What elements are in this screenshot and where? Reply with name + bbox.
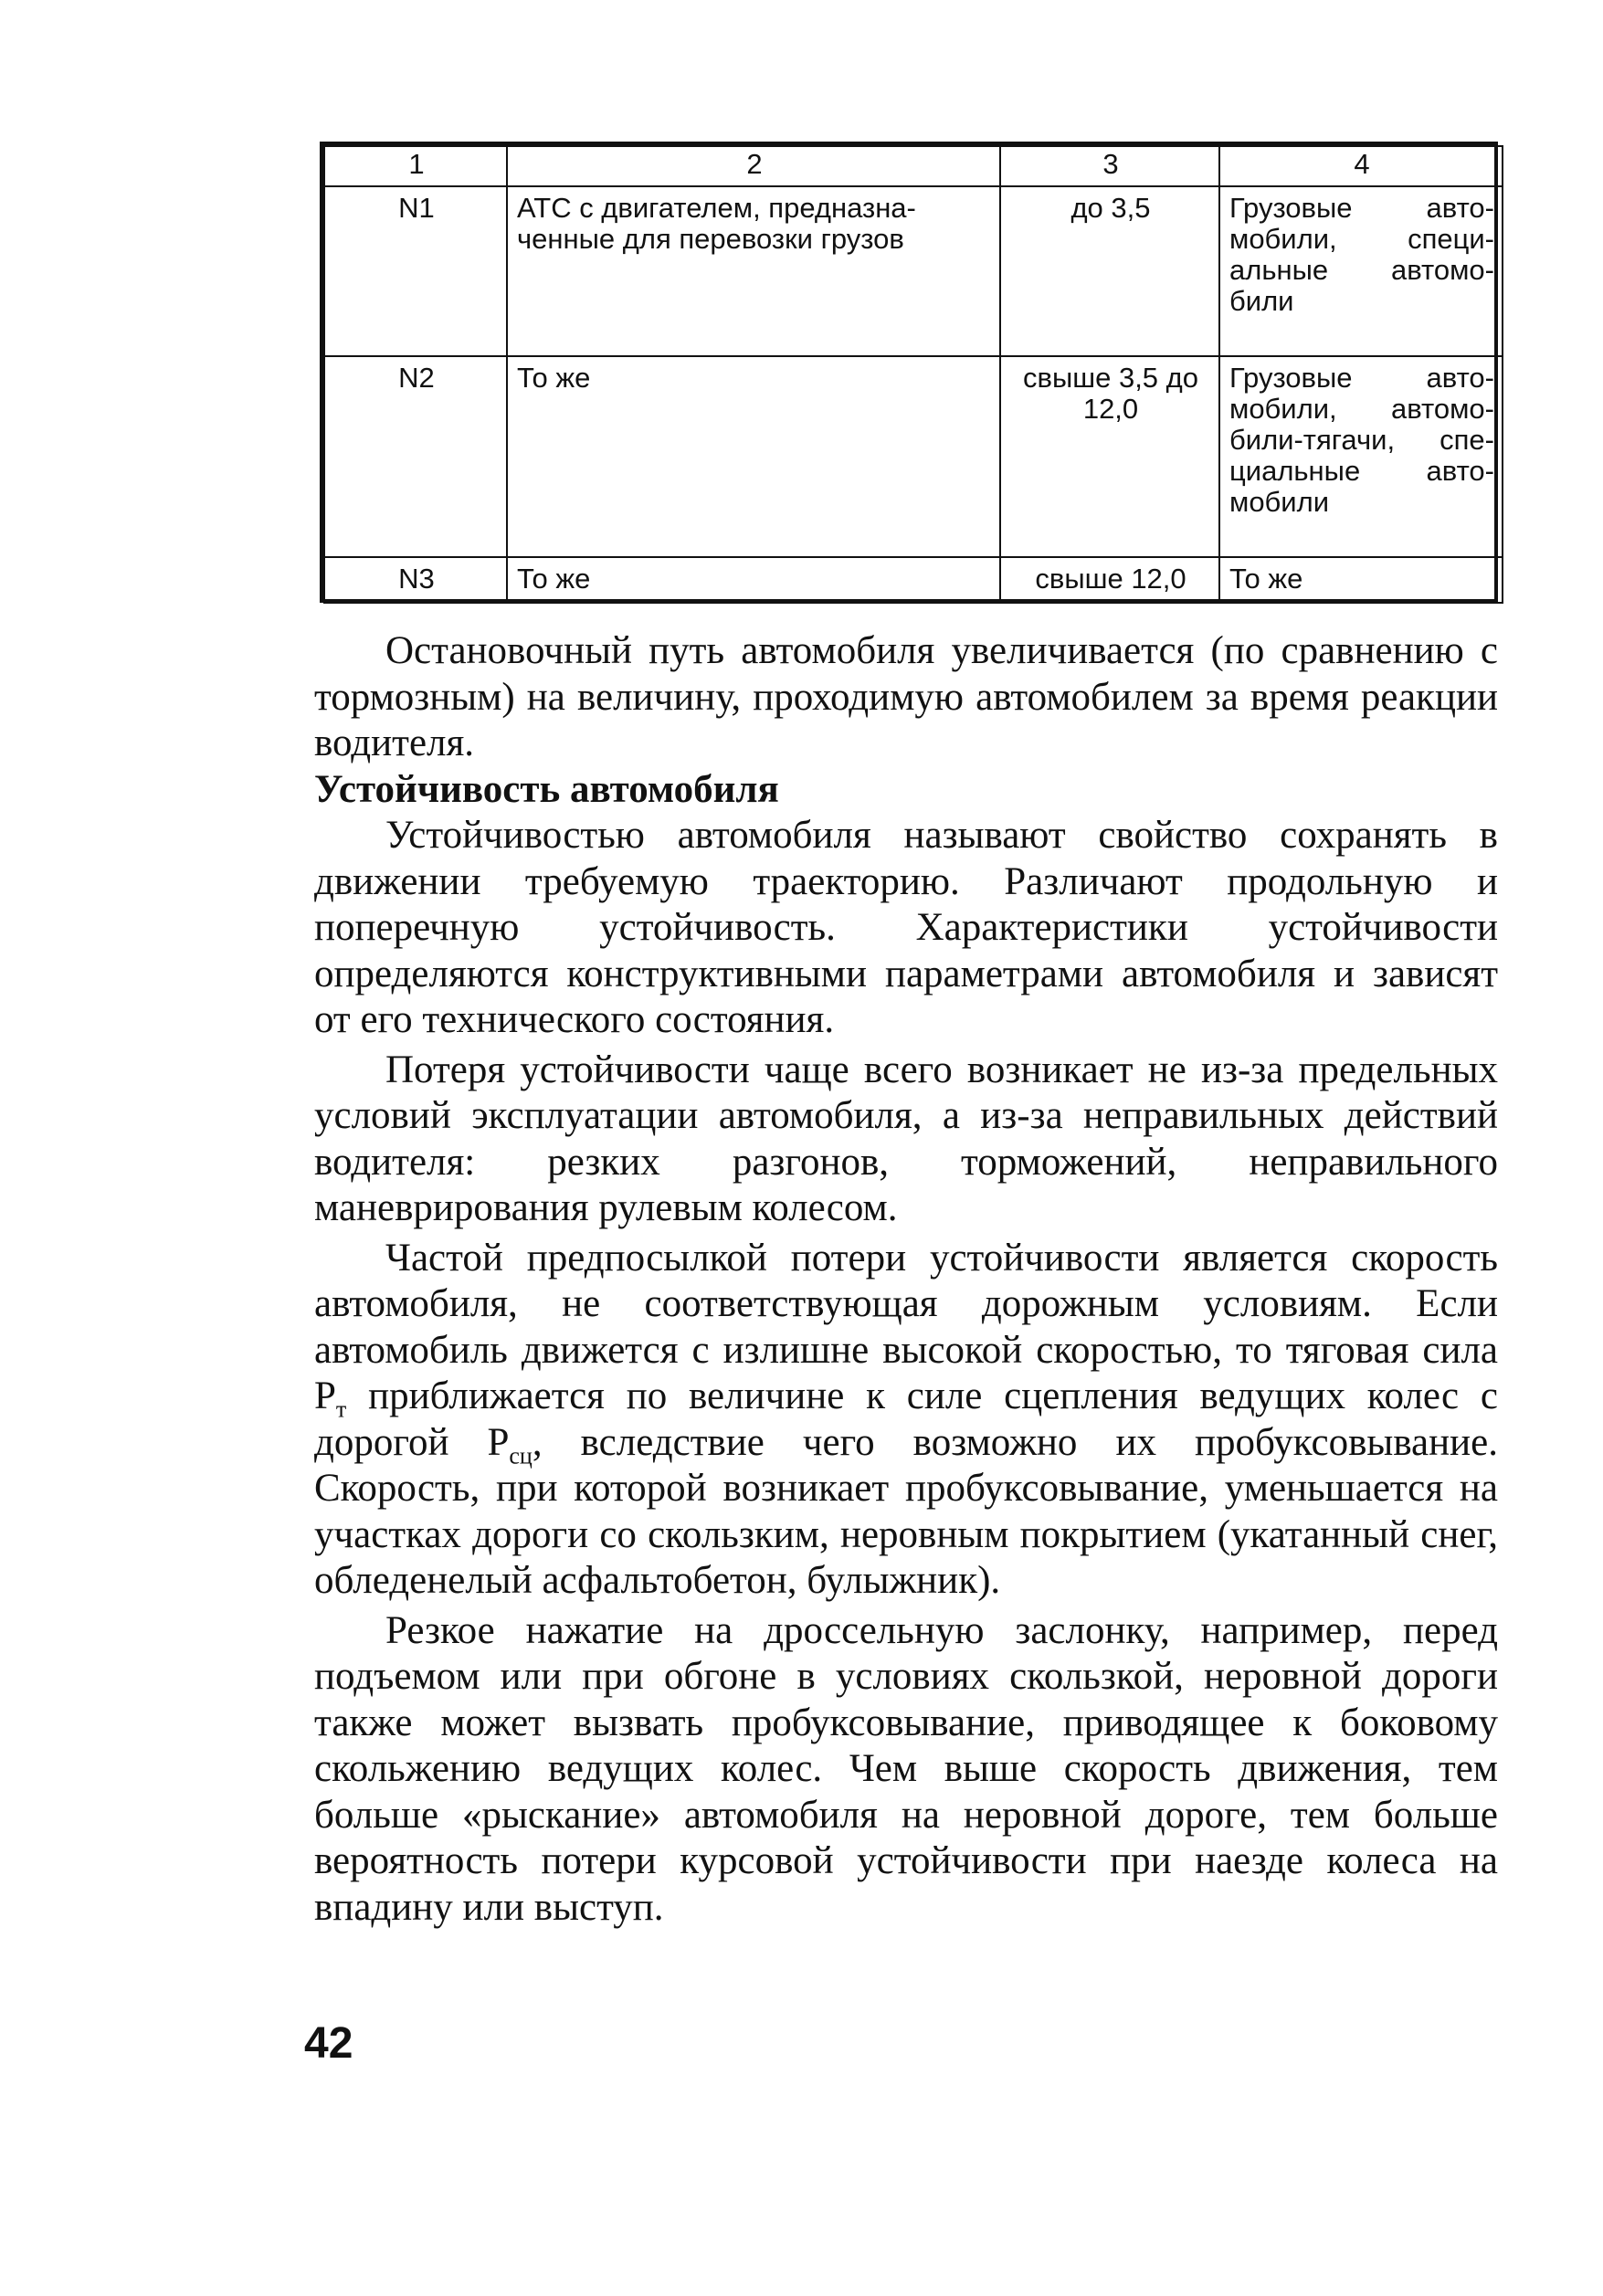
table-row: [324, 557, 1503, 603]
paragraph-speed-factor: [314, 1236, 1498, 1605]
vehicle-types-cell: Грузовые авто-мобили, автомо-били-тягачи, спе-циальные авто-мобили: [1219, 356, 1503, 557]
mass-cell: свыше 12,0: [1000, 557, 1219, 603]
section-title: Устойчивость автомобиля: [314, 767, 779, 811]
paragraph-stability-loss: Потеря устойчивости чаще всего возникает не из-за предельных условий эксплуатации автомобиля, а из-за неправильных действий водителя: резких разгонов, торможений, неправильного маневрирования рулевым колесом.: [314, 1048, 1498, 1229]
category-cell: N1: [324, 186, 507, 356]
table-header-cell: 1: [324, 146, 507, 186]
traction-force-subscript: т: [335, 1396, 347, 1423]
table-header-cell: 4: [1219, 146, 1503, 186]
paragraph-text-segment: , вследствие чего возможно их пробуксовывание. Скорость, при которой возникает пробуксовывание, уменьшается на участках дороги со скользким, неровным покрытием (укатанный снег, обледенелый асфальтобетон, булыжник).: [314, 1420, 1498, 1602]
adhesion-force-subscript: сц: [509, 1442, 533, 1469]
vehicle-types-cell: То же: [1219, 557, 1503, 603]
table-row: [324, 356, 1503, 557]
paragraph-throttle: Резкое нажатие на дроссельную заслонку, например, перед подъемом или при обгоне в условиях скользкой, неровной дороги также может вызвать пробуксовывание, приводящее к боковому скольжению ведущих колес. Чем выше скорость движения, тем больше «рыскание» автомобиля на неровной дороге, тем больше вероятность потери курсовой устойчивости при наезде колеса на впадину или выступ.: [314, 1608, 1498, 1929]
page-number: 42: [304, 2019, 353, 2068]
paragraph-text-segment: Частой предпосылкой потери устойчивости является скорость автомобиля, не соответствующая дорожным условиям. Если автомобиль движется с излишне высокой скоростью, то тяговая сила P: [314, 1236, 1498, 1417]
vehicle-category-table-grid: [323, 145, 1503, 604]
description-cell: АТС с двигателем, предназна-ченные для перевозки грузов: [507, 186, 1000, 356]
table-header-cell: 3: [1000, 146, 1219, 186]
category-cell: N2: [324, 356, 507, 557]
paragraph-text-segment: приближается по величине к силе сцепления ведущих колес с дорогой P: [314, 1374, 1498, 1464]
table-row: [324, 186, 1503, 356]
category-cell: N3: [324, 557, 507, 603]
paragraph-stopping-distance: Остановочный путь автомобиля увеличивается (по сравнению с тормозным) на величину, проходимую автомобилем за время реакции водителя.: [314, 629, 1498, 764]
description-cell: То же: [507, 356, 1000, 557]
mass-cell: до 3,5: [1000, 186, 1219, 356]
paragraph-stability-definition: Устойчивостью автомобиля называют свойство сохранять в движении требуемую траекторию. Различают продольную и поперечную устойчивость. Характеристики устойчивости определяются конструктивными параметрами автомобиля и зависят от его технического состояния.: [314, 814, 1498, 1041]
vehicle-types-cell: Грузовые авто-мобили, специ-альные автомо-били: [1219, 186, 1503, 356]
body-text: [314, 628, 1498, 1931]
description-cell: То же: [507, 557, 1000, 603]
table-header-cell: 2: [507, 146, 1000, 186]
vehicle-category-table: [320, 142, 1498, 603]
table-header-row: [324, 146, 1503, 186]
mass-cell: свыше 3,5 до 12,0: [1000, 356, 1219, 557]
